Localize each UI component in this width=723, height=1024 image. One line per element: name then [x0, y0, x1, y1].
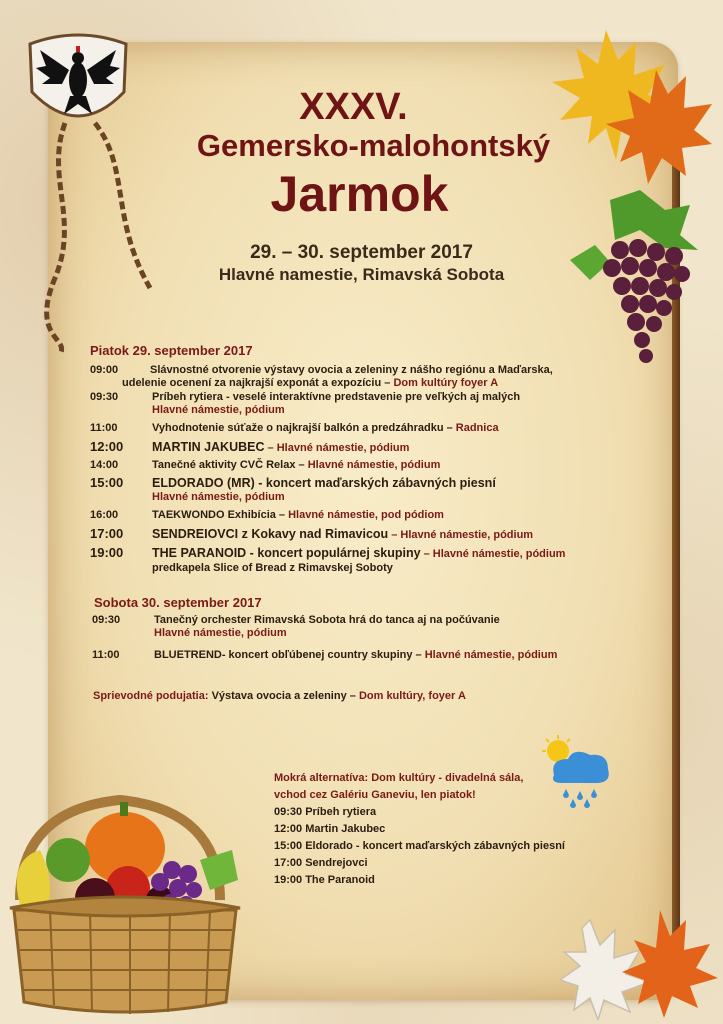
event-time: 09:00: [90, 364, 119, 376]
event-text: predkapela Slice of Bread z Rimavskej Soboty: [152, 562, 393, 574]
event-description: [152, 391, 632, 417]
event-location: Hlavné námestie, pod pódiom: [288, 509, 444, 521]
event-separator: –: [388, 529, 401, 541]
event-location: Hlavné námestie, pódium: [152, 404, 285, 416]
fruit-basket-icon: [0, 790, 250, 1020]
event-location: Hlavné námestie, pódium: [154, 627, 287, 639]
accompanying-label: Sprievodné podujatia:: [93, 690, 209, 702]
event-time: 12:00: [90, 439, 124, 454]
event-text: THE PARANOID - koncert populárnej skupiny: [152, 546, 421, 560]
event-text: udelenie ocenení za najkrajší exponát a expozíciu –: [122, 377, 394, 389]
event-place: Hlavné namestie, Rimavská Sobota: [218, 265, 505, 284]
event-description: [152, 546, 652, 575]
event-location: Radnica: [455, 422, 499, 434]
event-text: Tanečné aktivity CVČ Relax –: [152, 459, 308, 471]
event-description: [122, 364, 630, 390]
accompanying-events: [93, 690, 466, 702]
saturday-heading: Sobota 30. september 2017: [94, 595, 262, 610]
event-time: 16:00: [90, 509, 119, 521]
event-description: [152, 527, 632, 542]
maple-leaf-icon: [560, 900, 720, 1020]
accompanying-text: Výstava ovocia a zeleniny –: [208, 690, 359, 702]
rain-subheading: vchod cez Galériu Ganeviu, len piatok!: [274, 789, 476, 801]
rain-item: 09:30 Príbeh rytiera: [274, 806, 377, 818]
event-title: Jarmok: [270, 166, 449, 222]
event-time: 09:30: [90, 391, 119, 403]
event-text: Tanečný orchester Rimavská Sobota hrá do tanca aj na počúvanie: [154, 614, 500, 626]
event-text: ELDORADO (MR) - koncert maďarských zábavných piesní: [152, 476, 496, 490]
event-separator: –: [264, 442, 277, 454]
event-separator: –: [420, 548, 433, 560]
friday-heading: Piatok 29. september 2017: [90, 343, 253, 358]
event-time: 11:00: [90, 422, 118, 434]
event-location: Hlavné námestie, pódium: [276, 442, 410, 454]
event-text: Príbeh rytiera - veselé interaktívne predstavenie pre veľkých aj malých: [152, 391, 521, 403]
event-description: [152, 422, 632, 435]
event-description: [154, 649, 634, 662]
event-text: BLUETREND- koncert obľúbenej country skupiny –: [154, 649, 425, 661]
event-subtitle: Gemersko-malohontský: [196, 128, 551, 163]
event-time: 17:00: [90, 526, 124, 541]
rain-item: 17:00 Sendrejovci: [274, 857, 368, 869]
event-description: [152, 476, 632, 504]
event-description: [152, 459, 632, 472]
event-dates: 29. – 30. september 2017: [250, 242, 473, 263]
event-location: Hlavné námestie, pódium: [400, 529, 534, 541]
event-description: [154, 614, 634, 640]
event-description: [152, 509, 632, 522]
event-location: Hlavné námestie, pódium: [152, 491, 285, 503]
event-description: [152, 440, 632, 455]
event-location: Dom kultúry foyer A: [393, 377, 499, 389]
event-text: SENDREIOVCI z Kokavy nad Rimavicou: [152, 527, 389, 541]
accompanying-location: Dom kultúry, foyer A: [358, 690, 466, 702]
event-text: Slávnostné otvorenie výstavy ovocia a zeleniny z nášho regiónu a Maďarska,: [150, 364, 553, 376]
event-text: Vyhodnotenie súťaže o najkrajší balkón a predzáhradku –: [152, 422, 456, 434]
event-time: 09:30: [92, 614, 121, 626]
event-time: 19:00: [90, 545, 124, 560]
rain-item: 15:00 Eldorado - koncert maďarských zábavných piesní: [274, 840, 565, 852]
event-time: 11:00: [92, 649, 120, 661]
rain-alternative: [274, 770, 634, 889]
event-location: Hlavné námestie, pódium: [432, 548, 566, 560]
rain-item: 12:00 Martin Jakubec: [274, 823, 386, 835]
event-location: Hlavné námestie, pódium: [307, 459, 441, 471]
event-text: TAEKWONDO Exhibícia –: [152, 509, 289, 521]
rain-heading: Mokrá alternatíva: Dom kultúry - divadelná sála,: [274, 772, 524, 784]
event-text: MARTIN JAKUBEC: [152, 440, 265, 454]
event-location: Hlavné námestie, pódium: [424, 649, 558, 661]
rain-item: 19:00 The Paranoid: [274, 874, 375, 886]
event-time: 14:00: [90, 459, 119, 471]
event-time: 15:00: [90, 475, 124, 490]
edition-number: XXXV.: [299, 86, 408, 128]
